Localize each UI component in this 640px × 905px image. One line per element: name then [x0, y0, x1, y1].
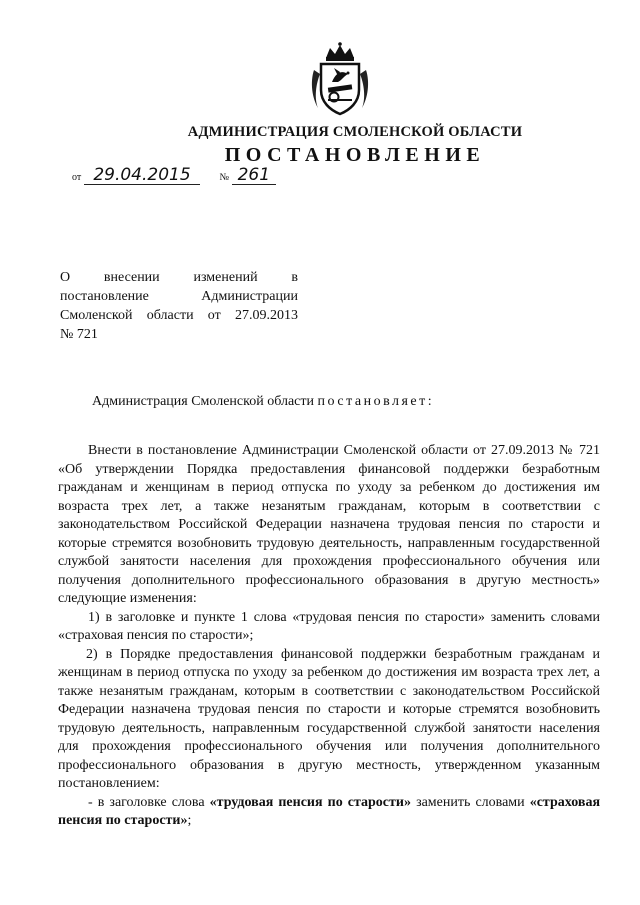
- subitem-end: ;: [187, 813, 192, 828]
- smolensk-coat-of-arms-icon: [308, 42, 372, 118]
- intro-verb: постановляет:: [317, 394, 435, 409]
- paragraph-subitem: [58, 794, 600, 831]
- subitem-prefix: - в заголовке слова: [88, 794, 205, 810]
- paragraph-item-1: 1) в заголовке и пункте 1 слова «трудовая пенсия по старости» заменить словами «страховая пенсия по старости»;: [58, 609, 600, 643]
- subitem-new-term: «страховая пенсия по старости»: [58, 794, 601, 828]
- subject-line: постановление Администрации: [60, 289, 298, 304]
- subject-line: Смоленской области от 27.09.2013: [60, 308, 298, 323]
- document-type-title: ПОСТАНОВЛЕНИЕ: [224, 144, 486, 166]
- subject-block: [60, 268, 298, 344]
- subitem-mid: заменить словами: [416, 794, 525, 810]
- paragraph-main: Внести в постановление Администрации Смоленской области от 27.09.2013 № 721 «Об утверждении Порядка предоставления финансовой поддержки безработным гражданам и женщинам в период отпуска по уходу за ребенком до достижения им возраста трех лет, а также незанятым гражданам, которым в соответствии с законодательством Российской Федерации назначена трудовая пенсия по старости и которые стремятся возобновить трудовую деятельность, направленным государственной службой занятости населения для прохождения профессионального обучения или получения дополнительного профессионального образования в другую местность» следующие изменения:: [58, 443, 600, 606]
- registration-line: [72, 166, 276, 185]
- date-prefix: от: [72, 172, 82, 183]
- subject-line: № 721: [60, 327, 98, 342]
- paragraph-item-2: 2) в Порядке предоставления финансовой поддержки безработным гражданам и женщинам в период отпуска по уходу за ребенком до достижения им возраста трех лет, а также незанятым гражданам, которым в соответствии с законодательством Российской Федерации назначена трудовая пенсия по старости и которые стремятся возобновить трудовую деятельность, направленным государственной службой занятости населения для прохождения профессионального обучения или получения дополнительного профессионального образования в другую местность, утвержденном указанным постановлением:: [58, 646, 600, 791]
- organization-name: АДМИНИСТРАЦИЯ СМОЛЕНСКОЙ ОБЛАСТИ: [187, 124, 523, 140]
- subject-line: О внесении изменений в: [60, 270, 298, 285]
- intro-lead: Администрация Смоленской области: [92, 394, 315, 409]
- number-prefix: №: [219, 172, 230, 183]
- handwritten-number: 261: [232, 166, 276, 185]
- subitem-old-term: «трудовая пенсия по старости»: [209, 794, 411, 810]
- document-body: [58, 442, 600, 831]
- resolution-intro: [92, 394, 434, 410]
- handwritten-date: 29.04.2015: [84, 166, 200, 185]
